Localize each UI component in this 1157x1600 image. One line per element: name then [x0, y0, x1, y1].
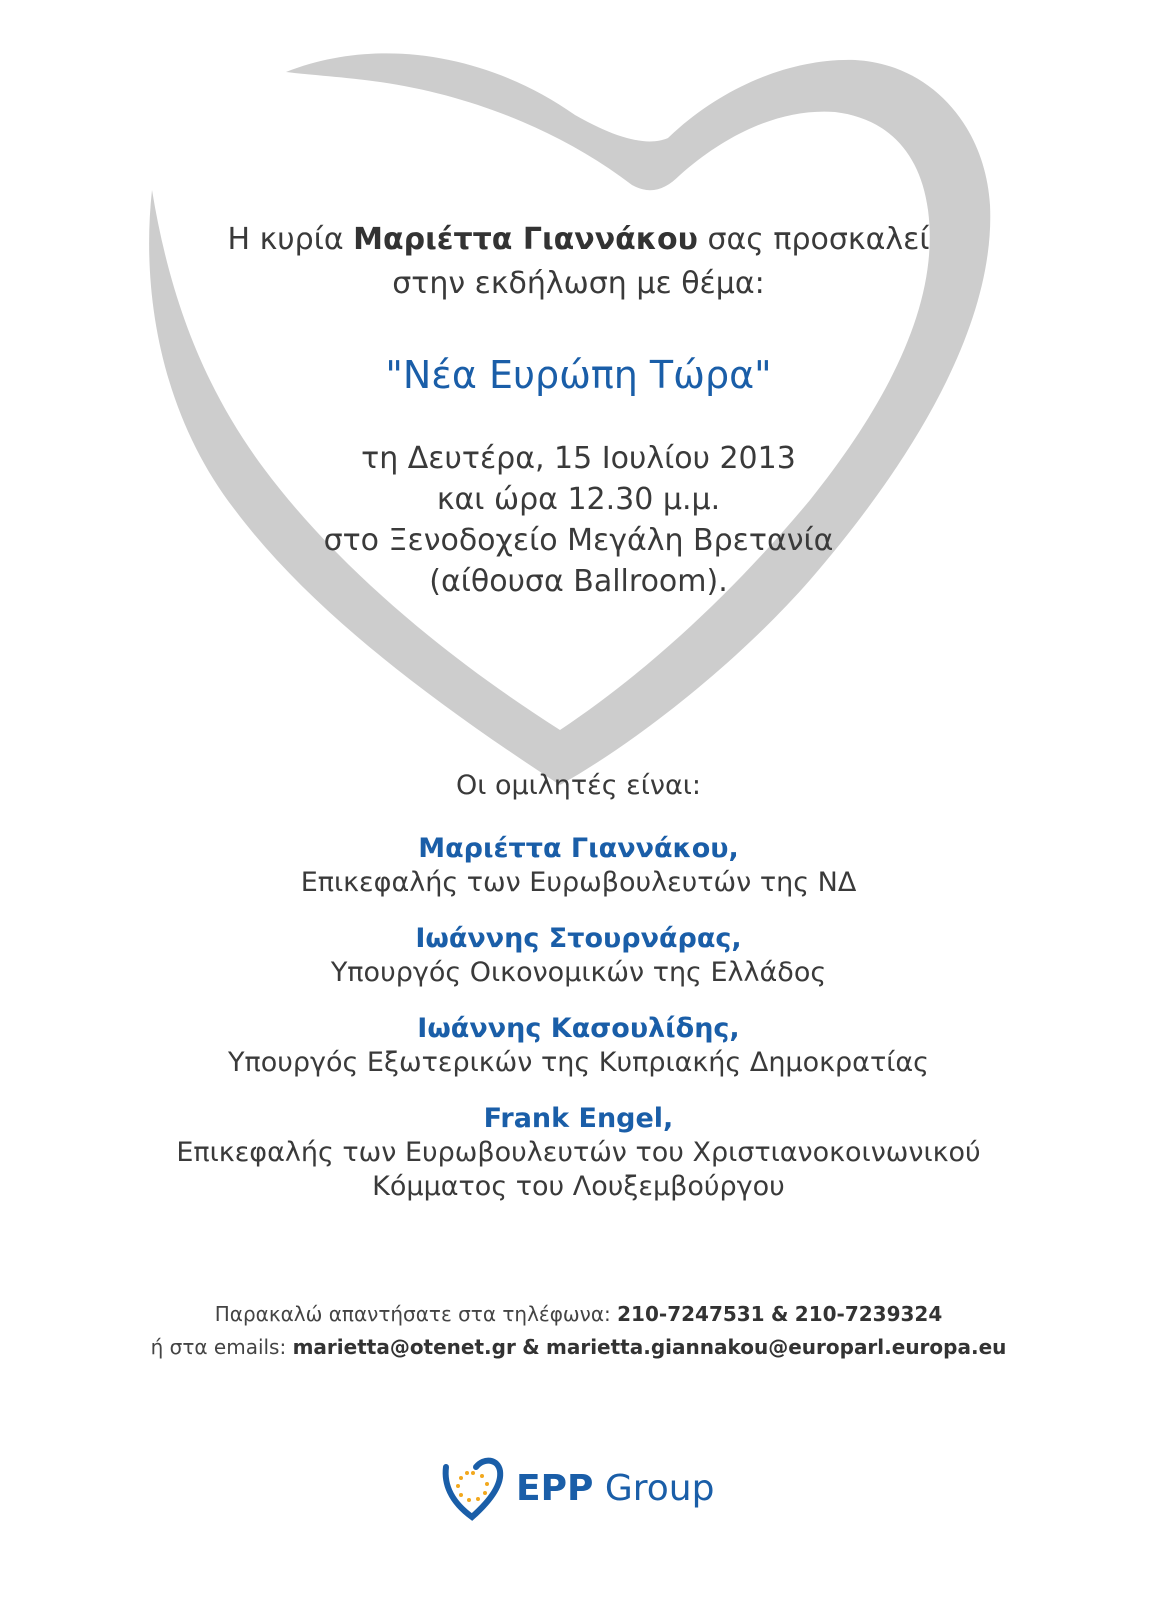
- email-link-2[interactable]: marietta.giannakou@europarl.europa.eu: [546, 1335, 1007, 1359]
- rsvp-phones: [0, 1298, 1157, 1331]
- speaker-name: Ιωάννης Κασουλίδης,: [417, 1013, 740, 1044]
- phone-label: Παρακαλώ απαντήσατε στα τηλέφωνα:: [214, 1302, 611, 1326]
- phone-separator: &: [770, 1302, 789, 1326]
- speaker-role: Επικεφαλής των Ευρωβουλευτών του Χριστιανοκοινωνικού: [176, 1137, 981, 1168]
- speaker-item: [0, 1102, 1157, 1204]
- email-link-1[interactable]: marietta@otenet.gr: [292, 1335, 516, 1359]
- intro-line-2: στην εκδήλωση με θέμα:: [392, 266, 765, 301]
- logo-wordmark: [516, 1468, 714, 1509]
- epp-group-logo: [438, 1448, 714, 1528]
- speaker-role: Υπουργός Εξωτερικών της Κυπριακής Δημοκρατίας: [227, 1047, 930, 1078]
- speakers-heading: Οι ομιλητές είναι:: [455, 770, 702, 801]
- logo-wordmark-bold: EPP: [516, 1467, 594, 1509]
- event-room: (αίθουσα Ballroom).: [429, 564, 728, 599]
- speaker-name: Frank Engel,: [483, 1103, 674, 1134]
- email-label: ή στα emails:: [150, 1335, 287, 1359]
- event-time: και ώρα 12.30 μ.μ.: [436, 482, 721, 517]
- speaker-name: Ιωάννης Στουρνάρας,: [415, 923, 742, 954]
- email-separator: &: [522, 1335, 540, 1359]
- speaker-item: [0, 1012, 1157, 1080]
- speaker-role-line-2: Κόμματος του Λουξεμβούργου: [372, 1171, 785, 1202]
- event-venue: στο Ξενοδοχείο Μεγάλη Βρετανία: [323, 523, 834, 558]
- speaker-item: [0, 832, 1157, 900]
- invitation-intro: [0, 218, 1157, 306]
- intro-suffix: σας προσκαλεί: [707, 222, 930, 257]
- speaker-role: Επικεφαλής των Ευρωβουλευτών της ΝΔ: [300, 867, 857, 898]
- event-details: [0, 438, 1157, 602]
- logo-wordmark-regular: Group: [604, 1467, 715, 1509]
- epp-heart-stars-icon: [438, 1453, 508, 1523]
- phone-number-2[interactable]: 210-7239324: [794, 1302, 943, 1326]
- speaker-name: Μαριέττα Γιαννάκου,: [418, 833, 739, 864]
- speaker-item: [0, 922, 1157, 990]
- event-theme: "Νέα Ευρώπη Τώρα": [385, 353, 772, 397]
- phone-number-1[interactable]: 210-7247531: [617, 1302, 765, 1326]
- speakers-list: [0, 832, 1157, 1226]
- intro-prefix: Η κυρία: [227, 222, 344, 257]
- intro-line-1: [0, 218, 1157, 262]
- rsvp-contact: [0, 1298, 1157, 1364]
- rsvp-emails: [0, 1331, 1157, 1364]
- speaker-role: Υπουργός Οικονομικών της Ελλάδος: [330, 957, 827, 988]
- event-date: τη Δευτέρα, 15 Ιουλίου 2013: [361, 441, 796, 476]
- host-name: Μαριέττα Γιαννάκου: [353, 222, 698, 257]
